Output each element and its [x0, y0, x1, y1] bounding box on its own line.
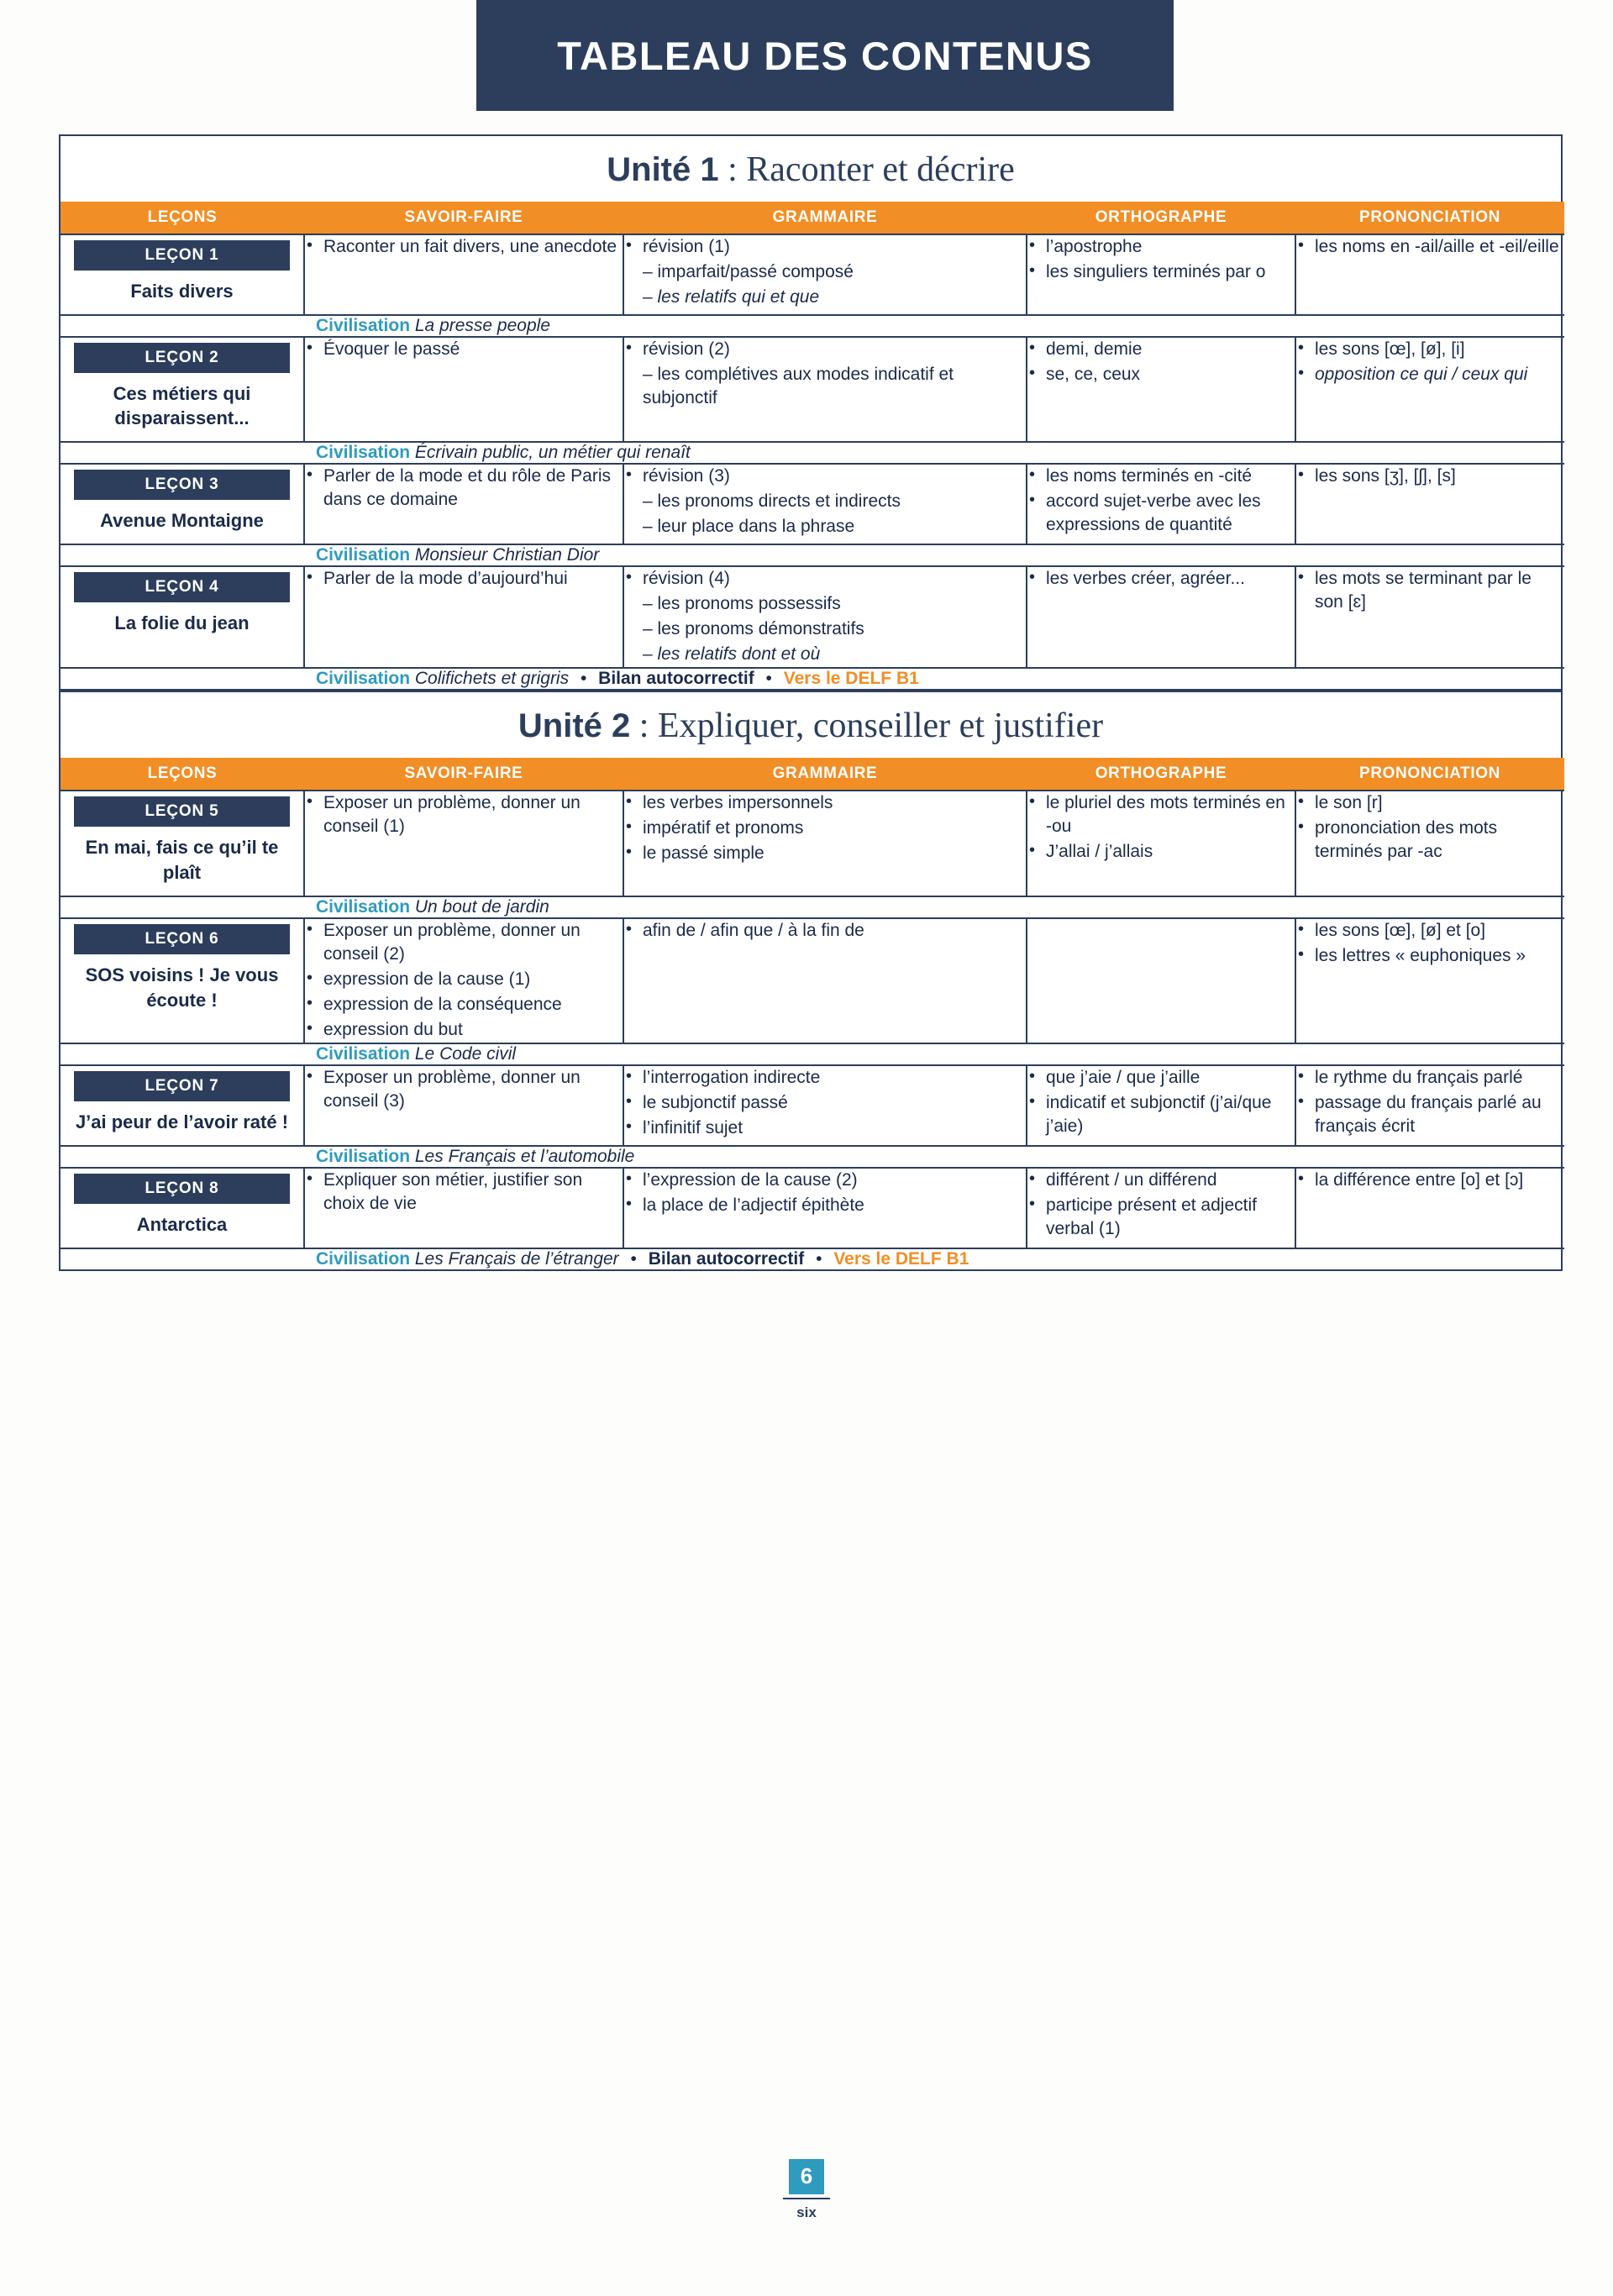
separator-dot: • — [630, 1248, 637, 1269]
civilisation-row — [60, 442, 1564, 464]
civilisation-cell — [304, 668, 1564, 689]
unit-2-title-prefix: Unité 2 — [518, 707, 631, 745]
lesson-4-badge: LEÇON 4 — [74, 572, 290, 602]
bilan-label: Bilan autocorrectif — [598, 669, 754, 689]
civilisation-text: Les Français de l’étranger — [414, 1248, 619, 1269]
lesson-1-savoir — [304, 234, 623, 315]
unit-1-table — [60, 202, 1564, 689]
list-item: • Exposer un problème, donner un conseil (3) — [305, 1066, 623, 1113]
separator-dot: • — [580, 669, 587, 689]
list-item: • les noms en -ail/aille et -eil/eille — [1296, 235, 1564, 259]
list-item: • expression de la cause (1) — [305, 968, 623, 991]
civilisation-label: Civilisation — [316, 315, 411, 335]
page-number-word: six — [796, 2204, 817, 2220]
lesson-6-name: SOS voisins ! Je vous écoute ! — [85, 964, 279, 1011]
list-item: • Exposer un problème, donner un conseil (1) — [305, 791, 623, 838]
list-item: • le pluriel des mots terminés en -ou — [1027, 791, 1295, 838]
list-item: – leur place dans la phrase — [643, 516, 855, 536]
lesson-4-name: La folie du jean — [114, 612, 250, 633]
list-item: – imparfait/passé composé — [643, 261, 854, 281]
civilisation-cell — [304, 315, 1564, 337]
lesson-row — [60, 566, 1564, 669]
page-banner — [476, 0, 1174, 111]
lesson-3-badge: LEÇON 3 — [74, 470, 290, 500]
lesson-7-grammaire — [623, 1065, 1027, 1146]
list-item: • participe présent et adjectif verbal (1) — [1027, 1194, 1295, 1241]
footer-rule — [783, 2198, 830, 2199]
lesson-1-badge: LEÇON 1 — [74, 240, 290, 271]
civilisation-cell — [304, 1248, 1564, 1269]
civilisation-row — [60, 315, 1564, 337]
list-item: • Raconter un fait divers, une anecdote — [305, 235, 623, 259]
lesson-5-prononciation — [1295, 791, 1564, 896]
lesson-5-badge: LEÇON 5 — [74, 796, 290, 827]
civilisation-text: Colifichets et grigris — [414, 669, 570, 689]
column-header-grammaire: GRAMMAIRE — [623, 202, 1027, 234]
civilisation-cell — [304, 896, 1564, 918]
list-item: – les complétives aux modes indicatif et subjonctif — [643, 364, 954, 407]
page-footer — [0, 2159, 1613, 2221]
list-item: • Parler de la mode et du rôle de Paris dans ce domaine — [305, 465, 623, 512]
list-item: • les verbes créer, agréer... — [1027, 567, 1295, 591]
civilisation-text: Un bout de jardin — [414, 896, 549, 917]
list-item: • Expliquer son métier, justifier son choix de vie — [305, 1169, 623, 1216]
list-item: • passage du français parlé au français écrit — [1296, 1091, 1564, 1138]
lesson-6-grammaire — [623, 918, 1027, 1044]
lesson-row — [60, 337, 1564, 442]
delf-label: Vers le DELF B1 — [833, 1248, 969, 1269]
civilisation-label: Civilisation — [316, 1248, 411, 1269]
civilisation-label: Civilisation — [316, 669, 411, 689]
civilisation-text: Écrivain public, un métier qui renaît — [414, 443, 691, 463]
lesson-1-prononciation — [1295, 234, 1564, 315]
lesson-6-orthographe — [1027, 918, 1295, 1044]
civilisation-text: La presse people — [414, 315, 550, 335]
list-item: • les lettres « euphoniques » — [1296, 944, 1564, 968]
list-item: • les mots se terminant par le son [ɛ] — [1296, 567, 1564, 614]
lesson-3-prononciation — [1295, 464, 1564, 544]
civilisation-cell — [304, 1043, 1564, 1065]
civilisation-text: Monsieur Christian Dior — [414, 544, 600, 565]
list-item: • révision (3) — [624, 465, 1026, 488]
column-header-row — [60, 758, 1564, 791]
unit-2-title-rest: : Expliquer, conseiller et justifier — [630, 707, 1104, 746]
civilisation-row — [60, 1146, 1564, 1168]
list-item: • demi, demie — [1027, 338, 1295, 361]
list-item: • les singuliers terminés par o — [1027, 260, 1295, 284]
column-header-prononciation: PRONONCIATION — [1295, 202, 1564, 234]
civilisation-row — [60, 544, 1564, 566]
lesson-row — [60, 1168, 1564, 1248]
list-item: • révision (1) — [624, 235, 1026, 259]
lesson-5-savoir — [304, 791, 623, 896]
list-item: – les relatifs dont et où — [643, 644, 821, 664]
list-item: • les sons [ʒ], [ʃ], [s] — [1296, 465, 1564, 488]
list-item: • l’infinitif sujet — [624, 1116, 1026, 1140]
civilisation-label: Civilisation — [316, 544, 411, 565]
list-item: – les pronoms directs et indirects — [643, 491, 901, 511]
lesson-4-prononciation — [1295, 566, 1564, 669]
list-item: • expression du but — [305, 1018, 623, 1042]
column-header-lecons: LEÇONS — [60, 202, 304, 234]
lesson-8-name: Antarctica — [136, 1214, 228, 1236]
list-item: • la place de l’adjectif épithète — [624, 1194, 1026, 1217]
lesson-2-cell — [60, 337, 304, 442]
list-item: • les sons [œ], [ø] et [o] — [1296, 919, 1564, 943]
unit-2-title — [60, 692, 1561, 758]
contents-table-area — [59, 134, 1563, 1271]
lesson-8-badge: LEÇON 8 — [74, 1174, 290, 1204]
lesson-6-prononciation — [1295, 918, 1564, 1044]
lesson-row — [60, 464, 1564, 544]
list-item: • que j’aie / que j’aille — [1027, 1066, 1295, 1090]
list-item: • se, ce, ceux — [1027, 363, 1295, 386]
list-item: – les pronoms possessifs — [643, 593, 841, 613]
lesson-7-prononciation — [1295, 1065, 1564, 1146]
unit-1-title — [60, 136, 1561, 202]
column-header-prononciation: PRONONCIATION — [1295, 758, 1564, 790]
list-item: • expression de la conséquence — [305, 993, 623, 1017]
lesson-1-cell — [60, 234, 304, 315]
lesson-7-name: J’ai peur de l’avoir raté ! — [75, 1111, 289, 1133]
list-item: • l’expression de la cause (2) — [624, 1169, 1026, 1192]
civilisation-cell — [304, 1146, 1564, 1168]
civilisation-text: Le Code civil — [414, 1044, 517, 1064]
list-item: • le subjonctif passé — [624, 1091, 1026, 1115]
list-item: • révision (2) — [624, 338, 1026, 361]
lesson-4-savoir — [304, 566, 623, 669]
unit-1-title-rest: : Raconter et décrire — [718, 150, 1015, 189]
list-item: • afin de / afin que / à la fin de — [624, 919, 1026, 943]
list-item: • prononciation des mots terminés par -ac — [1296, 817, 1564, 864]
civilisation-label: Civilisation — [316, 443, 411, 463]
lesson-row — [60, 918, 1564, 1044]
list-item: • opposition ce qui / ceux qui — [1296, 363, 1564, 386]
lesson-3-cell — [60, 464, 304, 544]
unit-1-title-prefix: Unité 1 — [607, 151, 719, 188]
unit-block-2 — [59, 691, 1563, 1270]
separator-dot: • — [765, 669, 772, 689]
lesson-7-savoir — [304, 1065, 623, 1146]
list-item: • le son [r] — [1296, 791, 1564, 815]
civilisation-row — [60, 1043, 1564, 1065]
lesson-1-grammaire — [623, 234, 1027, 315]
civilisation-label: Civilisation — [316, 1044, 411, 1064]
unit-block-1 — [59, 134, 1563, 691]
lesson-2-prononciation — [1295, 337, 1564, 442]
column-header-lecons: LEÇONS — [60, 758, 304, 790]
lesson-3-name: Avenue Montaigne — [100, 510, 264, 532]
separator-dot: • — [816, 1248, 822, 1269]
lesson-row — [60, 234, 1564, 315]
list-item: • impératif et pronoms — [624, 817, 1026, 840]
lesson-2-orthographe — [1027, 337, 1295, 442]
lesson-3-orthographe — [1027, 464, 1295, 544]
list-item: • Exposer un problème, donner un conseil (2) — [305, 919, 623, 966]
list-item: • différent / un différend — [1027, 1169, 1295, 1192]
list-item: • les sons [œ], [ø], [i] — [1296, 338, 1564, 361]
list-item: • accord sujet-verbe avec les expressions de quantité — [1027, 490, 1295, 537]
unit-2-table — [60, 758, 1564, 1269]
lesson-8-prononciation — [1295, 1168, 1564, 1248]
civilisation-cell — [304, 442, 1564, 464]
lesson-6-cell — [60, 918, 304, 1044]
list-item: • les verbes impersonnels — [624, 791, 1026, 815]
page-title: TABLEAU DES CONTENUS — [557, 33, 1093, 78]
column-header-savoir-faire: SAVOIR-FAIRE — [304, 202, 623, 234]
list-item: • le rythme du français parlé — [1296, 1066, 1564, 1090]
civilisation-row — [60, 668, 1564, 689]
civilisation-cell — [304, 544, 1564, 566]
list-item: • les noms terminés en -cité — [1027, 465, 1295, 488]
lesson-7-badge: LEÇON 7 — [74, 1071, 290, 1101]
lesson-6-badge: LEÇON 6 — [74, 924, 290, 954]
lesson-1-name: Faits divers — [130, 281, 234, 302]
column-header-row — [60, 202, 1564, 234]
lesson-row — [60, 791, 1564, 896]
bilan-label: Bilan autocorrectif — [648, 1248, 805, 1269]
lesson-6-savoir — [304, 918, 623, 1044]
lesson-4-cell — [60, 566, 304, 669]
lesson-8-grammaire — [623, 1168, 1027, 1248]
list-item: • révision (4) — [624, 567, 1026, 591]
list-item: • la différence entre [o] et [ɔ] — [1296, 1169, 1564, 1192]
list-item: • l’apostrophe — [1027, 235, 1295, 259]
lesson-8-cell — [60, 1168, 304, 1248]
civilisation-label: Civilisation — [316, 1147, 411, 1167]
list-item: • Évoquer le passé — [305, 338, 623, 361]
lesson-2-name: Ces métiers qui disparaissent... — [113, 382, 251, 429]
lesson-2-grammaire — [623, 337, 1027, 442]
list-item: • J’allai / j’allais — [1027, 840, 1295, 864]
column-header-orthographe: ORTHOGRAPHE — [1027, 758, 1295, 790]
column-header-grammaire: GRAMMAIRE — [623, 758, 1027, 790]
list-item: – les pronoms démonstratifs — [643, 618, 864, 638]
lesson-8-orthographe — [1027, 1168, 1295, 1248]
lesson-5-grammaire — [623, 791, 1027, 896]
list-item: • Parler de la mode d’aujourd’hui — [305, 567, 623, 591]
column-header-orthographe: ORTHOGRAPHE — [1027, 202, 1295, 234]
lesson-8-savoir — [304, 1168, 623, 1248]
lesson-7-cell — [60, 1065, 304, 1146]
lesson-4-grammaire — [623, 566, 1027, 669]
lesson-2-badge: LEÇON 2 — [74, 343, 290, 373]
page-number: 6 — [789, 2159, 824, 2194]
lesson-row — [60, 1065, 1564, 1146]
list-item: • le passé simple — [624, 842, 1026, 865]
civilisation-row — [60, 896, 1564, 918]
list-item: • l’interrogation indirecte — [624, 1066, 1026, 1090]
column-header-savoir-faire: SAVOIR-FAIRE — [304, 758, 623, 790]
lesson-4-orthographe — [1027, 566, 1295, 669]
civilisation-row — [60, 1248, 1564, 1269]
lesson-3-grammaire — [623, 464, 1027, 544]
civilisation-label: Civilisation — [316, 896, 411, 917]
civilisation-text: Les Français et l’automobile — [414, 1147, 635, 1167]
delf-label: Vers le DELF B1 — [783, 669, 919, 689]
lesson-2-savoir — [304, 337, 623, 442]
list-item: – les relatifs qui et que — [643, 286, 820, 307]
lesson-7-orthographe — [1027, 1065, 1295, 1146]
lesson-3-savoir — [304, 464, 623, 544]
lesson-1-orthographe — [1027, 234, 1295, 315]
lesson-5-cell — [60, 791, 304, 896]
lesson-5-orthographe — [1027, 791, 1295, 896]
lesson-5-name: En mai, fais ce qu’il te plaît — [85, 837, 279, 884]
list-item: • indicatif et subjonctif (j’ai/que j’aie) — [1027, 1091, 1295, 1138]
